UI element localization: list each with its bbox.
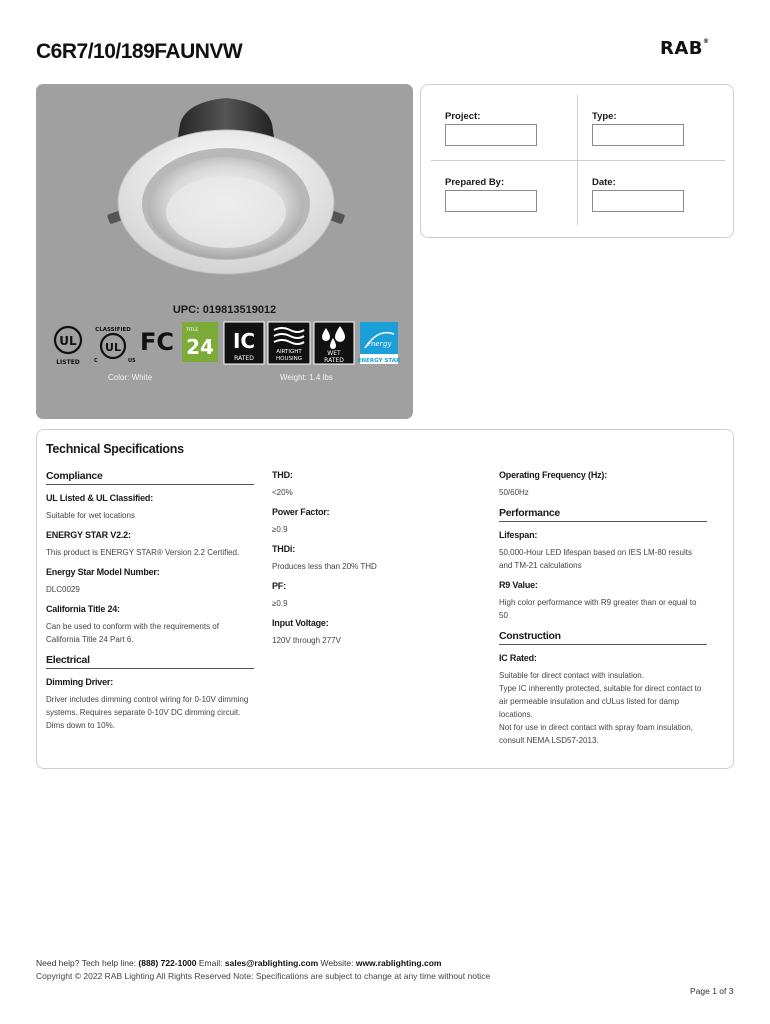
copyright-note: Copyright © 2022 RAB Lighting All Rights Reserved Note: Specifications are subject to change at any time without notice <box>36 971 491 981</box>
airtight-housing-icon <box>268 322 310 364</box>
svg-text:24: 24 <box>186 335 214 359</box>
svg-text:HOUSING: HOUSING <box>276 356 302 362</box>
spec-label: R9 Value: <box>499 580 538 590</box>
technical-specifications <box>36 429 734 769</box>
page-title: C6R7/10/189FAUNVW <box>36 40 243 63</box>
project-label: Project: <box>445 111 481 122</box>
spec-label: IC Rated: <box>499 653 537 663</box>
spec-label: Power Factor: <box>272 507 330 517</box>
svg-text:RATED: RATED <box>234 355 254 362</box>
spec-label: Energy Star Model Number: <box>46 567 160 577</box>
spec-value: Not for use in direct contact with spray foam insulation, consult NEMA LSD57-2013. <box>499 723 693 745</box>
section-heading: Construction <box>499 630 707 645</box>
downlight-image <box>106 84 346 284</box>
phone-number[interactable]: (888) 722-1000 <box>138 958 197 968</box>
spec-value: This product is ENERGY STAR® Version 2.2 Certified. <box>46 548 240 557</box>
project-field[interactable] <box>445 124 537 146</box>
spec-label: PF: <box>272 581 286 591</box>
svg-text:TITLE: TITLE <box>186 328 199 333</box>
website-link[interactable]: www.rablighting.com <box>355 958 442 968</box>
section-heading: Electrical <box>46 654 254 669</box>
spec-value: 120V through 277V <box>272 636 341 645</box>
divider <box>431 160 725 161</box>
ic-rated-icon <box>224 322 264 364</box>
energy-star-icon <box>357 322 401 364</box>
spec-value: Driver includes dimming control wiring for 0-10V dimming systems. Requires separate 0-10V DC dimming circuit. Dims down to 10%. <box>46 695 249 730</box>
specs-column-2 <box>272 470 472 655</box>
fcc-icon <box>138 322 178 366</box>
certification-row <box>50 322 410 366</box>
spec-value: Type IC inherently protected, suitable for direct contact to air permeable insulation and cULus listed for damp locations. <box>499 684 702 719</box>
spec-value: Suitable for wet locations <box>46 511 135 520</box>
spec-value: Suitable for direct contact with insulation. <box>499 671 644 680</box>
spec-value: Can be used to conform with the requirements of California Title 24 Part 6. <box>46 622 219 644</box>
email-link[interactable]: sales@rablighting.com <box>224 958 319 968</box>
spec-value: ≥0.9 <box>272 525 288 534</box>
spec-label: THDi: <box>272 544 295 554</box>
svg-text:US: US <box>128 358 136 364</box>
section-heading: Compliance <box>46 470 254 485</box>
prepared-by-field[interactable] <box>445 190 537 212</box>
svg-text:UL: UL <box>59 334 77 348</box>
type-field[interactable] <box>592 124 684 146</box>
spec-label: Input Voltage: <box>272 618 329 628</box>
svg-text:FC: FC <box>140 328 175 356</box>
svg-text:LISTED: LISTED <box>56 359 80 366</box>
page-number: Page 1 of 3 <box>690 986 734 996</box>
spec-label: Lifespan: <box>499 530 538 540</box>
spec-value: Produces less than 20% THD <box>272 562 377 571</box>
upc-code: UPC: 019813519012 <box>172 304 277 316</box>
svg-text:AIRTIGHT: AIRTIGHT <box>276 349 302 355</box>
project-info-box <box>420 84 734 238</box>
spec-value: DLC0029 <box>46 585 80 594</box>
spec-label: Dimming Driver: <box>46 677 114 687</box>
specs-column-1 <box>46 470 254 740</box>
weight-label: Weight: 1.4 lbs <box>280 373 333 382</box>
svg-text:IC: IC <box>232 329 256 353</box>
svg-text:CLASSIFIED: CLASSIFIED <box>95 327 131 333</box>
type-label: Type: <box>592 111 617 122</box>
spec-value: ≥0.9 <box>272 599 288 608</box>
spec-value: <20% <box>272 488 293 497</box>
spec-label: Operating Frequency (Hz): <box>499 470 608 480</box>
color-label: Color: White <box>108 373 153 382</box>
specs-column-3 <box>499 470 707 755</box>
specs-title: Technical Specifications <box>46 442 184 456</box>
svg-text:C: C <box>94 358 98 364</box>
ul-listed-icon <box>52 322 84 366</box>
spec-value: 50,000-Hour LED lifespan based on IES LM-80 results and TM-21 calculations <box>499 548 692 570</box>
section-heading: Performance <box>499 507 707 522</box>
date-label: Date: <box>592 177 616 188</box>
spec-value: High color performance with R9 greater than or equal to 50 <box>499 598 697 620</box>
product-panel <box>36 84 413 419</box>
svg-text:WET: WET <box>327 350 341 357</box>
spec-label: California Title 24: <box>46 604 120 614</box>
svg-text:ENERGY STAR: ENERGY STAR <box>357 358 401 364</box>
prepared-by-label: Prepared By: <box>445 177 505 188</box>
svg-text:RATED: RATED <box>324 357 344 364</box>
help-line: Need help? Tech help line: (888) 722-1000 Email: sales@rablighting.com Website: www.rablighting.com <box>36 958 442 968</box>
spec-label: ENERGY STAR V2.2: <box>46 530 131 540</box>
spec-value: 50/60Hz <box>499 488 529 497</box>
rab-logo: RAB® <box>660 38 710 59</box>
wet-rated-icon <box>314 322 354 364</box>
date-field[interactable] <box>592 190 684 212</box>
svg-text:UL: UL <box>105 341 121 354</box>
spec-label: THD: <box>272 470 293 480</box>
ul-classified-icon <box>94 322 136 366</box>
svg-text:energy: energy <box>366 340 392 348</box>
spec-label: UL Listed & UL Classified: <box>46 493 153 503</box>
title24-icon <box>182 322 218 362</box>
